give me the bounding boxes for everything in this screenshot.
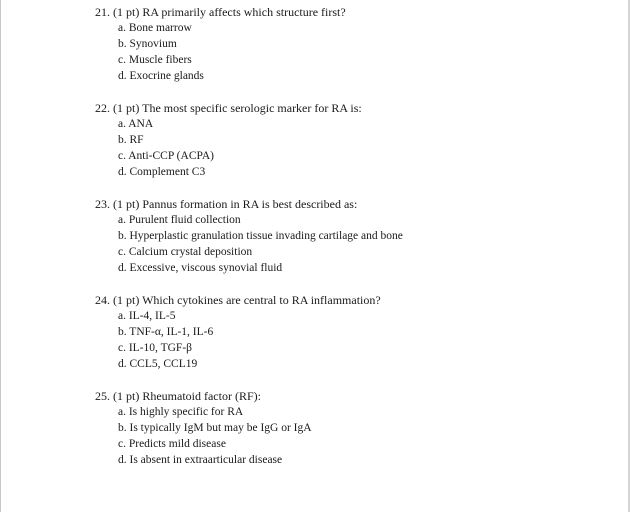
- option-a: a. IL-4, IL-5: [118, 310, 176, 322]
- options-list: [95, 20, 615, 84]
- question-22: [95, 100, 615, 180]
- question-number: 21.: [95, 5, 110, 19]
- question-23: [95, 196, 615, 276]
- question-text: [95, 388, 615, 404]
- options-list: [95, 116, 615, 180]
- option-a: a. Purulent fluid collection: [118, 214, 241, 226]
- option-c: c. Muscle fibers: [118, 54, 192, 66]
- option-b: b. TNF-α, IL-1, IL-6: [118, 326, 214, 338]
- option-a: a. Is highly specific for RA: [118, 406, 244, 418]
- options-list: [95, 212, 615, 276]
- question-24: [95, 292, 615, 372]
- option-d: d. Exocrine glands: [118, 70, 204, 82]
- question-text: [95, 4, 615, 20]
- question-stem: (1 pt) Pannus formation in RA is best described as:: [113, 197, 358, 211]
- option-d: d. Is absent in extraarticular disease: [118, 454, 283, 466]
- option-b: b. Hyperplastic granulation tissue invading cartilage and bone: [118, 230, 403, 242]
- option-d: d. Excessive, viscous synovial fluid: [118, 262, 283, 274]
- option-a: a. ANA: [118, 118, 154, 130]
- page-edge-left: [0, 0, 1, 512]
- question-stem: (1 pt) Which cytokines are central to RA inflammation?: [113, 293, 381, 307]
- question-text: [95, 100, 615, 116]
- option-c: c. Calcium crystal deposition: [118, 246, 253, 258]
- question-number: 24.: [95, 293, 110, 307]
- question-text: [95, 196, 615, 212]
- option-d: d. CCL5, CCL19: [118, 358, 198, 370]
- option-c: c. Anti-CCP (ACPA): [118, 150, 214, 162]
- option-c: c. Predicts mild disease: [118, 438, 226, 450]
- question-stem: (1 pt) RA primarily affects which structure first?: [113, 5, 346, 19]
- question-stem: (1 pt) Rheumatoid factor (RF):: [113, 389, 261, 403]
- question-25: [95, 388, 615, 468]
- question-number: 25.: [95, 389, 110, 403]
- options-list: [95, 308, 615, 372]
- question-text: [95, 292, 615, 308]
- option-c: c. IL-10, TGF-β: [118, 342, 192, 354]
- question-number: 22.: [95, 101, 110, 115]
- question-21: [95, 4, 615, 84]
- question-number: 23.: [95, 197, 110, 211]
- options-list: [95, 404, 615, 468]
- option-b: b. Synovium: [118, 38, 177, 50]
- option-a: a. Bone marrow: [118, 22, 192, 34]
- option-b: b. Is typically IgM but may be IgG or IgA: [118, 422, 312, 434]
- option-d: d. Complement C3: [118, 166, 206, 178]
- question-stem: (1 pt) The most specific serologic marker for RA is:: [113, 101, 362, 115]
- option-b: b. RF: [118, 134, 144, 146]
